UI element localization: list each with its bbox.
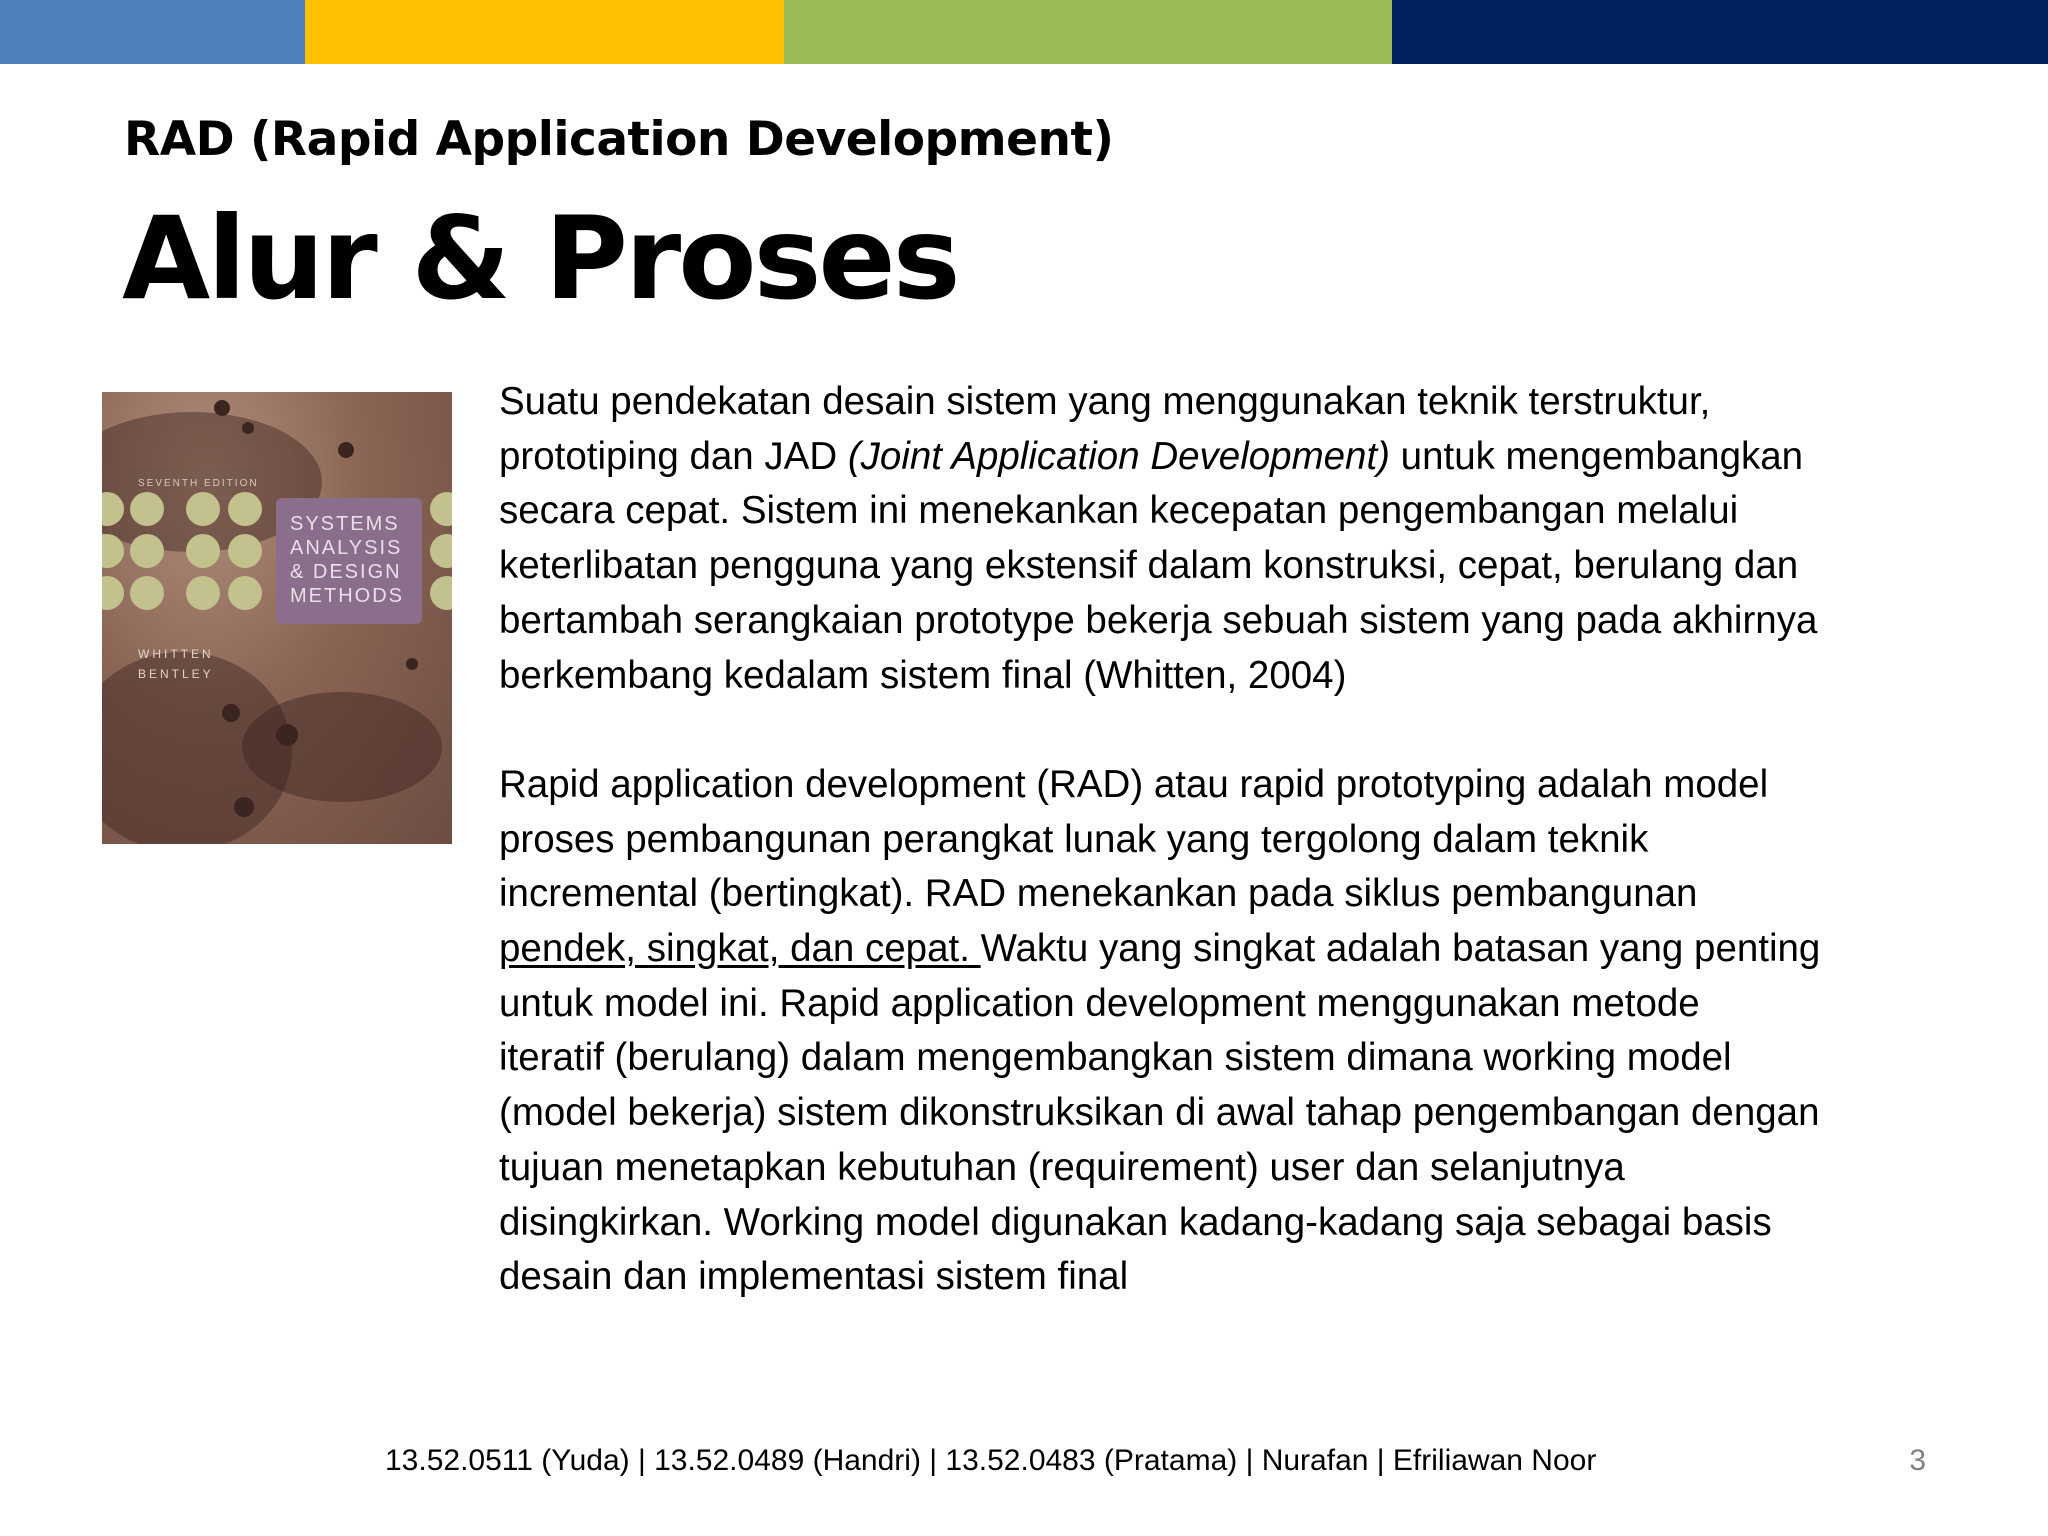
book-title-line: & DESIGN <box>290 561 402 583</box>
book-authors <box>138 644 214 684</box>
text-line: incremental (bertingkat). RAD menekankan pada siklus pembangunan <box>499 872 1698 916</box>
book-title-line: METHODS <box>290 585 404 607</box>
text-line: disingkirkan. Working model digunakan kadang-kadang saja sebagai basis <box>499 1200 1772 1244</box>
text-line: tujuan menetapkan kebutuhan (requirement) user dan selanjutnya <box>499 1145 1625 1189</box>
top-color-bar <box>0 0 2048 64</box>
text-fragment: Waktu yang singkat adalah batasan yang penting <box>980 927 1821 971</box>
text-line: proses pembangunan perangkat lunak yang tergolong dalam teknik <box>499 817 1649 861</box>
text-line: keterlibatan pengguna yang ekstensif dalam konstruksi, cepat, berulang dan <box>499 544 1799 588</box>
body-text <box>499 375 1939 1305</box>
slide-subtitle: RAD (Rapid Application Development) <box>124 112 1114 167</box>
page-number: 3 <box>1909 1444 1926 1477</box>
text-line <box>499 430 1939 485</box>
color-bar-navy <box>1392 0 2048 64</box>
text-line: bertambah serangkaian prototype bekerja sebuah sistem yang pada akhirnya <box>499 598 1818 642</box>
text-line: iteratif (berulang) dalam mengembangkan sistem dimana working model <box>499 1036 1732 1080</box>
text-line: secara cepat. Sistem ini menekankan kecepatan pengembangan melalui <box>499 489 1739 533</box>
footer-authors: 13.52.0511 (Yuda) | 13.52.0489 (Handri) | 13.52.0483 (Pratama) | Nurafan | Efriliawan Noor <box>385 1444 1597 1477</box>
text-fragment: prototiping dan JAD <box>499 434 848 478</box>
slide-title: Alur & Proses <box>122 192 958 325</box>
text-line: Suatu pendekatan desain sistem yang menggunakan teknik terstruktur, <box>499 380 1711 423</box>
book-title-line: SYSTEMS <box>290 513 400 535</box>
text-line: Rapid application development (RAD) atau rapid prototyping adalah model <box>499 762 1769 806</box>
paragraph-definition <box>499 375 1939 703</box>
book-cover-image <box>102 392 452 844</box>
underlined-phrase: pendek, singkat, dan cepat. <box>499 927 981 971</box>
text-line: (model bekerja) sistem dikonstruksikan di awal tahap pengembangan dengan <box>499 1091 1820 1135</box>
paragraph-description <box>499 758 1939 1305</box>
text-line <box>499 922 1939 977</box>
text-line: desain dan implementasi sistem final <box>499 1255 1129 1299</box>
book-author: WHITTEN <box>138 647 214 661</box>
color-bar-yellow <box>305 0 784 64</box>
book-edition: SEVENTH EDITION <box>138 478 259 489</box>
text-fragment: untuk mengembangkan <box>1389 434 1804 478</box>
color-bar-blue <box>0 0 305 64</box>
color-bar-green <box>784 0 1392 64</box>
book-title-box <box>276 498 422 624</box>
jad-expansion: (Joint Application Development) <box>847 434 1390 478</box>
book-title-line: ANALYSIS <box>290 537 403 559</box>
text-line: untuk model ini. Rapid application development menggunakan metode <box>499 981 1700 1025</box>
book-author: BENTLEY <box>138 667 214 681</box>
text-line: berkembang kedalam sistem final (Whitten, 2004) <box>499 653 1347 697</box>
paragraph-spacer <box>499 703 1939 758</box>
